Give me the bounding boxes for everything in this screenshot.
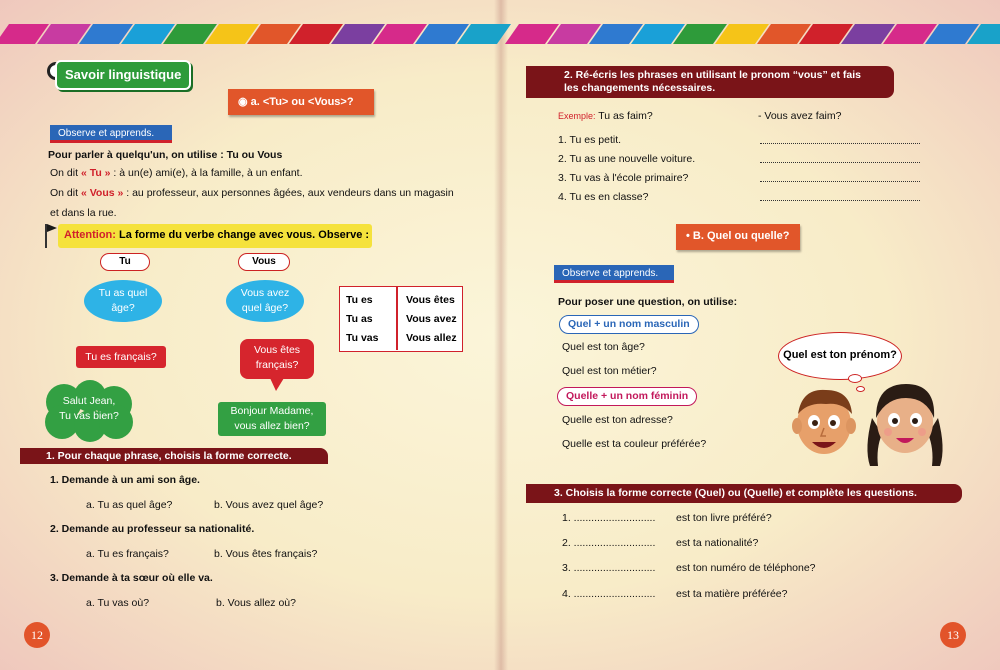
ex3-item-1-text: est ton livre préféré? <box>676 512 772 524</box>
quel-rule-pill: Quel + un nom masculin <box>559 315 699 334</box>
bubble-vous-francais: Vous êtes français? <box>240 339 314 379</box>
ex2-answer-line-4[interactable] <box>760 200 920 201</box>
conj-divider <box>396 287 398 350</box>
section-b-title: • B. Quel ou quelle? <box>676 224 800 250</box>
boy-face-illustration <box>792 384 856 464</box>
quel-example-2: Quel est ton métier? <box>562 365 657 377</box>
ex2-item-4: 4. Tu es en classe? <box>558 191 649 203</box>
ex3-item-2-blank[interactable]: 2. ............................ <box>562 537 656 549</box>
thought-bubble: Quel est ton prénom? <box>778 332 902 380</box>
vous-label: Vous <box>238 253 290 271</box>
conjugation-table <box>339 286 463 352</box>
conj-tu-column: Tu es Tu as Tu vas <box>346 294 379 344</box>
ex1-q2-option-a[interactable]: a. Tu es français? <box>86 548 169 560</box>
exercise-3-title: 3. Choisis la forme correcte (Quel) ou (Quelle) et complète les questions. <box>526 484 962 503</box>
ex3-item-3-blank[interactable]: 3. ............................ <box>562 562 656 574</box>
speech-tail <box>270 378 286 392</box>
tu-label: Tu <box>100 253 150 271</box>
ex2-answer-line-1[interactable] <box>760 143 920 144</box>
ex1-q3-option-a[interactable]: a. Tu vas où? <box>86 597 150 609</box>
ex1-question-1: 1. Demande à un ami son âge. <box>50 474 200 486</box>
observe-tag-right: Observe et apprends. <box>554 265 674 283</box>
intro-text-right: Pour poser une question, on utilise: <box>558 296 738 308</box>
girl-face-illustration <box>864 378 946 472</box>
conj-vous-column: Vous êtes Vous avez Vous allez <box>406 294 457 344</box>
exercise-1-title: 1. Pour chaque phrase, choisis la forme correcte. <box>20 448 328 464</box>
intro-text-left: Pour parler à quelqu'un, on utilise : Tu ou Vous <box>48 149 283 161</box>
rule-line-vous: On dit « Vous » : au professeur, aux personnes âgées, aux vendeurs dans un magasin <box>50 187 454 199</box>
ex3-item-4-text: est ta matière préférée? <box>676 588 788 600</box>
flag-icon <box>44 222 58 248</box>
ex3-item-3-text: est ton numéro de téléphone? <box>676 562 816 574</box>
exercise-2-title: 2. Ré-écris les phrases en utilisant le pronom “vous” et fais les changements nécessaires. <box>526 66 894 98</box>
ex1-question-2: 2. Demande au professeur sa nationalité. <box>50 523 255 535</box>
page-number-right: 13 <box>940 622 966 648</box>
section-a-title: ◉ a. <Tu> ou <Vous>? <box>228 89 374 115</box>
savoir-linguistique-title: Savoir linguistique <box>55 60 191 90</box>
section-a-eye-icon: ◉ <box>238 96 251 108</box>
page-gutter <box>494 0 508 670</box>
quelle-example-1: Quelle est ton adresse? <box>562 414 673 426</box>
rule-line-continued: et dans la rue. <box>50 207 117 219</box>
ex1-q2-option-b[interactable]: b. Vous êtes français? <box>214 548 318 560</box>
bubble-salut: Salut Jean, Tu vas bien? <box>59 395 119 422</box>
decorative-stripe-left <box>2 24 506 44</box>
exemple-line: Exemple: Tu as faim? <box>558 110 653 122</box>
quelle-rule-pill: Quelle + un nom féminin <box>557 387 697 406</box>
ex1-question-3: 3. Demande à ta sœur où elle va. <box>50 572 213 584</box>
ex2-item-3: 3. Tu vas à l'école primaire? <box>558 172 689 184</box>
quel-example-1: Quel est ton âge? <box>562 341 645 353</box>
ex2-item-2: 2. Tu as une nouvelle voiture. <box>558 153 696 165</box>
quelle-example-2: Quelle est ta couleur préférée? <box>562 438 707 450</box>
thought-dot-1 <box>848 374 862 383</box>
ex3-item-4-blank[interactable]: 4. ............................ <box>562 588 656 600</box>
ex3-item-2-text: est ta nationalité? <box>676 537 759 549</box>
decorative-stripe-right <box>512 24 1000 44</box>
ex1-q3-option-b[interactable]: b. Vous allez où? <box>216 597 296 609</box>
ex1-q1-option-b[interactable]: b. Vous avez quel âge? <box>214 499 324 511</box>
ex2-item-1: 1. Tu es petit. <box>558 134 622 146</box>
ex3-item-1-blank[interactable]: 1. ............................ <box>562 512 656 524</box>
bubble-vous-age: Vous avez quel âge? <box>226 280 304 322</box>
exemple-answer: - Vous avez faim? <box>758 110 842 122</box>
bubble-tu-francais: Tu es français? <box>76 346 166 368</box>
ex2-answer-line-3[interactable] <box>760 181 920 182</box>
observe-tag-left: Observe et apprends. <box>50 125 172 143</box>
bubble-tu-age: Tu as quel âge? <box>84 280 162 322</box>
ex1-q1-option-a[interactable]: a. Tu as quel âge? <box>86 499 173 511</box>
attention-band: Attention: La forme du verbe change avec vous. Observe : <box>58 224 372 248</box>
page-number-left: 12 <box>24 622 50 648</box>
bubble-bonjour: Bonjour Madame, vous allez bien? <box>218 402 326 436</box>
ex2-answer-line-2[interactable] <box>760 162 920 163</box>
rule-line-tu: On dit « Tu » : à un(e) ami(e), à la famille, à un enfant. <box>50 167 303 179</box>
